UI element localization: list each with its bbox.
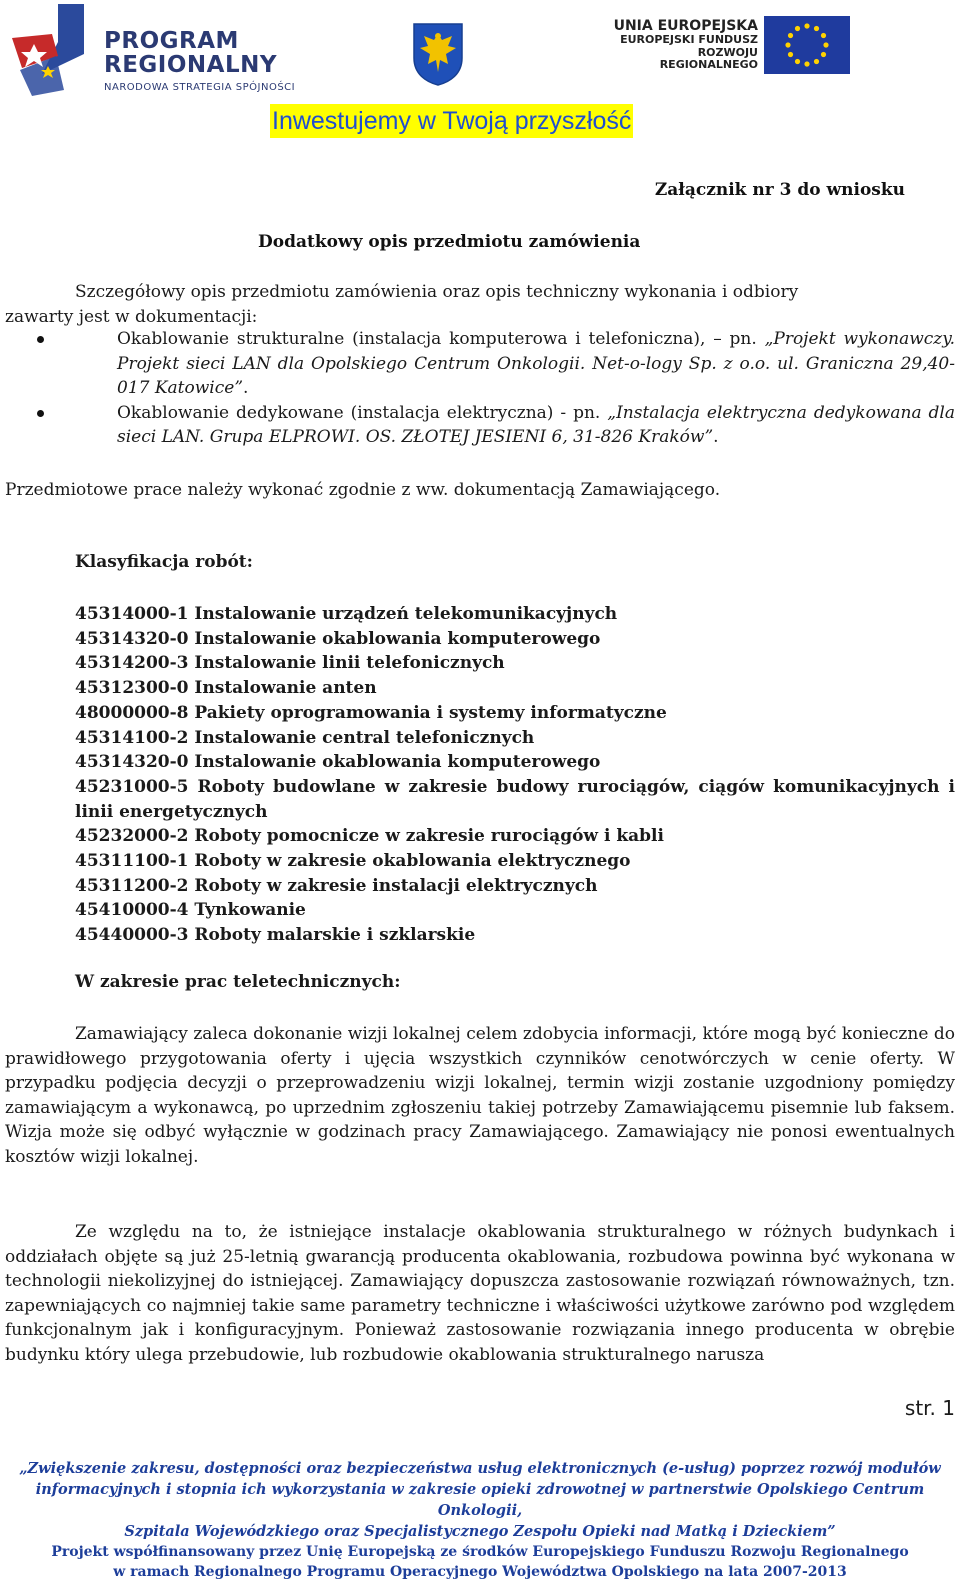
intro-line-1: Szczegółowy opis przedmiotu zamówienia oraz opis techniczny wykonania i odbiory: [75, 282, 799, 302]
cpv-code-item: 45314000-1 Instalowanie urządzeń telekomunikacyjnych: [75, 604, 618, 624]
cpv-code-item: 45311100-1 Roboty w zakresie okablowania elektrycznego: [75, 851, 631, 872]
list-item: [5, 327, 955, 401]
cpv-code-item: 45314100-2 Instalowanie central telefonicznych: [75, 727, 535, 748]
logo-text-strategia: NARODOWA STRATEGIA SPÓJNOŚCI: [104, 82, 296, 93]
footer-cofinancing: Projekt współfinansowany przez Unię Europejską ze środków Europejskiego Funduszu Rozwoju Regionalnego: [51, 1544, 909, 1560]
project-footer: [0, 1458, 960, 1582]
footer-project-title-1: „Zwiększenie zakresu, dostępności oraz bezpieczeństwa usług elektronicznych (e-usług) poprzez rozwój modułów: [19, 1460, 941, 1477]
slogan-banner: Inwestujemy w Twoją przyszłość: [270, 104, 633, 138]
warranty-paragraph: Ze względu na to, że istniejące instalacje okablowania strukturalnego w różnych budynkach i oddziałach objęte są już 25-letnią gwarancją producenta okablowania, rozbudowa powinna być wykonana w technologii niekolizyjnej do istniejącej. Zamawiający dopuszcza zastosowanie rozwiązań równoważnych, tzn. zapewniających co najmniej takie same parametry techniczne i właściwości użytkowe zarówno pod względem funkcjonalnym jak i konfiguracyjnym. Ponieważ zastosowanie rozwiązania innego producenta w obrębie budynku który ulega przebudowie, lub rozbudowie okablowania strukturalnego narusza: [5, 1222, 955, 1365]
compliance-note: Przedmiotowe prace należy wykonać zgodnie z ww. dokumentacją Zamawiającego.: [5, 480, 721, 500]
cpv-code-list: [75, 602, 955, 948]
list-item-end: .: [243, 378, 249, 398]
cpv-code-item: 48000000-8 Pakiety oprogramowania i systemy informatyczne: [75, 702, 667, 723]
intro-paragraph: [5, 280, 955, 329]
attachment-label: Załącznik nr 3 do wniosku: [654, 180, 905, 200]
eu-flag: [764, 16, 850, 74]
cpv-code-item: 45231000-5 Roboty budowlane w zakresie budowy rurociągów, ciągów komunikacyjnych i linii energetycznych: [75, 776, 955, 822]
eu-text-line1: UNIA EUROPEJSKA: [613, 18, 758, 34]
classification-heading: Klasyfikacja robót:: [75, 552, 253, 572]
cpv-code-item: 45314320-0 Instalowanie okablowania komputerowego: [75, 628, 601, 649]
telecom-heading: W zakresie prac teletechnicznych:: [75, 972, 401, 992]
logo-text-regionalny: REGIONALNY: [104, 52, 278, 78]
footer-programme: w ramach Regionalnego Programu Operacyjnego Województwa Opolskiego na lata 2007-2013: [113, 1564, 847, 1580]
list-item: [5, 401, 955, 450]
eu-logo-text: [598, 18, 758, 72]
documentation-list: [5, 327, 955, 450]
footer-project-title-2: informacyjnych i stopnia ich wykorzystania w zakresie opieki zdrowotnej w partnerstwie Opolskiego Centrum Onkologii,: [35, 1481, 925, 1519]
list-item-end: .: [713, 427, 719, 447]
cpv-code-item: 45312300-0 Instalowanie anten: [75, 678, 377, 699]
site-visit-paragraph: Zamawiający zaleca dokonanie wizji lokalnej celem zdobycia informacji, które mogą być konieczne do prawidłowego przygotowania oferty i ujęcia wszystkich czynników cenotwórczych w cenie oferty. W przypadku podjęcia decyzji o przeprowadzeniu wizji lokalnej, termin wizji zostanie uzgodniony pomiędzy zamawiającym a wykonawcą, po uprzednim zgłoszeniu takiej potrzeby Zamawiającemu pisemnie lub faksem. Wizja może się odbyć wyłącznie w godzinach pracy Zamawiającego. Zamawiający nie ponosi ewentualnych kosztów wizji lokalnej.: [5, 1024, 955, 1167]
page-number: str. 1: [904, 1396, 955, 1420]
footer-project-title-3: Szpitala Wojewódzkiego oraz Specjalistycznego Zespołu Opieki nad Matką i Dzieckiem”: [124, 1523, 836, 1540]
program-regionalny-logo: [12, 4, 312, 96]
list-item-text: Okablowanie strukturalne (instalacja komputerowa i telefoniczna), – pn.: [117, 329, 765, 349]
eu-flag-icon: [764, 16, 850, 74]
list-item-title: „Instalacja elektryczna dedykowana dla sieci LAN. Grupa ELPROWI. OS. ZŁOTEJ JESIENI 6, 31-826 Kraków”: [117, 402, 955, 447]
list-item-title: „Projekt wykonawczy. Projekt sieci LAN dla Opolskiego Centrum Onkologii. Net-o-logy Sp. z o.o. ul. Graniczna 29,40-017 Katowice”: [117, 329, 956, 398]
intro-line-2: zawarty jest w dokumentacji:: [5, 306, 258, 327]
cpv-code-item: 45410000-4 Tynkowanie: [75, 900, 306, 921]
eu-text-line2: EUROPEJSKI FUNDUSZ: [620, 33, 758, 47]
bullet-icon: [37, 336, 44, 343]
cpv-code-item: 45311200-2 Roboty w zakresie instalacji elektrycznych: [75, 875, 598, 896]
document-title: Dodatkowy opis przedmiotu zamówienia: [258, 232, 641, 252]
program-regionalny-emblem-icon: [12, 4, 92, 96]
cpv-code-item: 45314200-3 Instalowanie linii telefonicznych: [75, 653, 505, 674]
logo-text-program: PROGRAM: [104, 28, 239, 54]
cpv-code-item: 45440000-3 Roboty malarskie i szklarskie: [75, 925, 476, 946]
list-item-text: Okablowanie dedykowane (instalacja elektryczna) - pn.: [117, 402, 608, 423]
eagle-crest-icon: [412, 22, 464, 86]
cpv-code-item: 45314320-0 Instalowanie okablowania komputerowego: [75, 752, 601, 773]
opolskie-coat-of-arms: [412, 22, 464, 86]
bullet-icon: [37, 410, 44, 417]
cpv-code-item: 45232000-2 Roboty pomocnicze w zakresie rurociągów i kabli: [75, 826, 664, 847]
eu-text-line3: ROZWOJU REGIONALNEGO: [659, 45, 758, 72]
